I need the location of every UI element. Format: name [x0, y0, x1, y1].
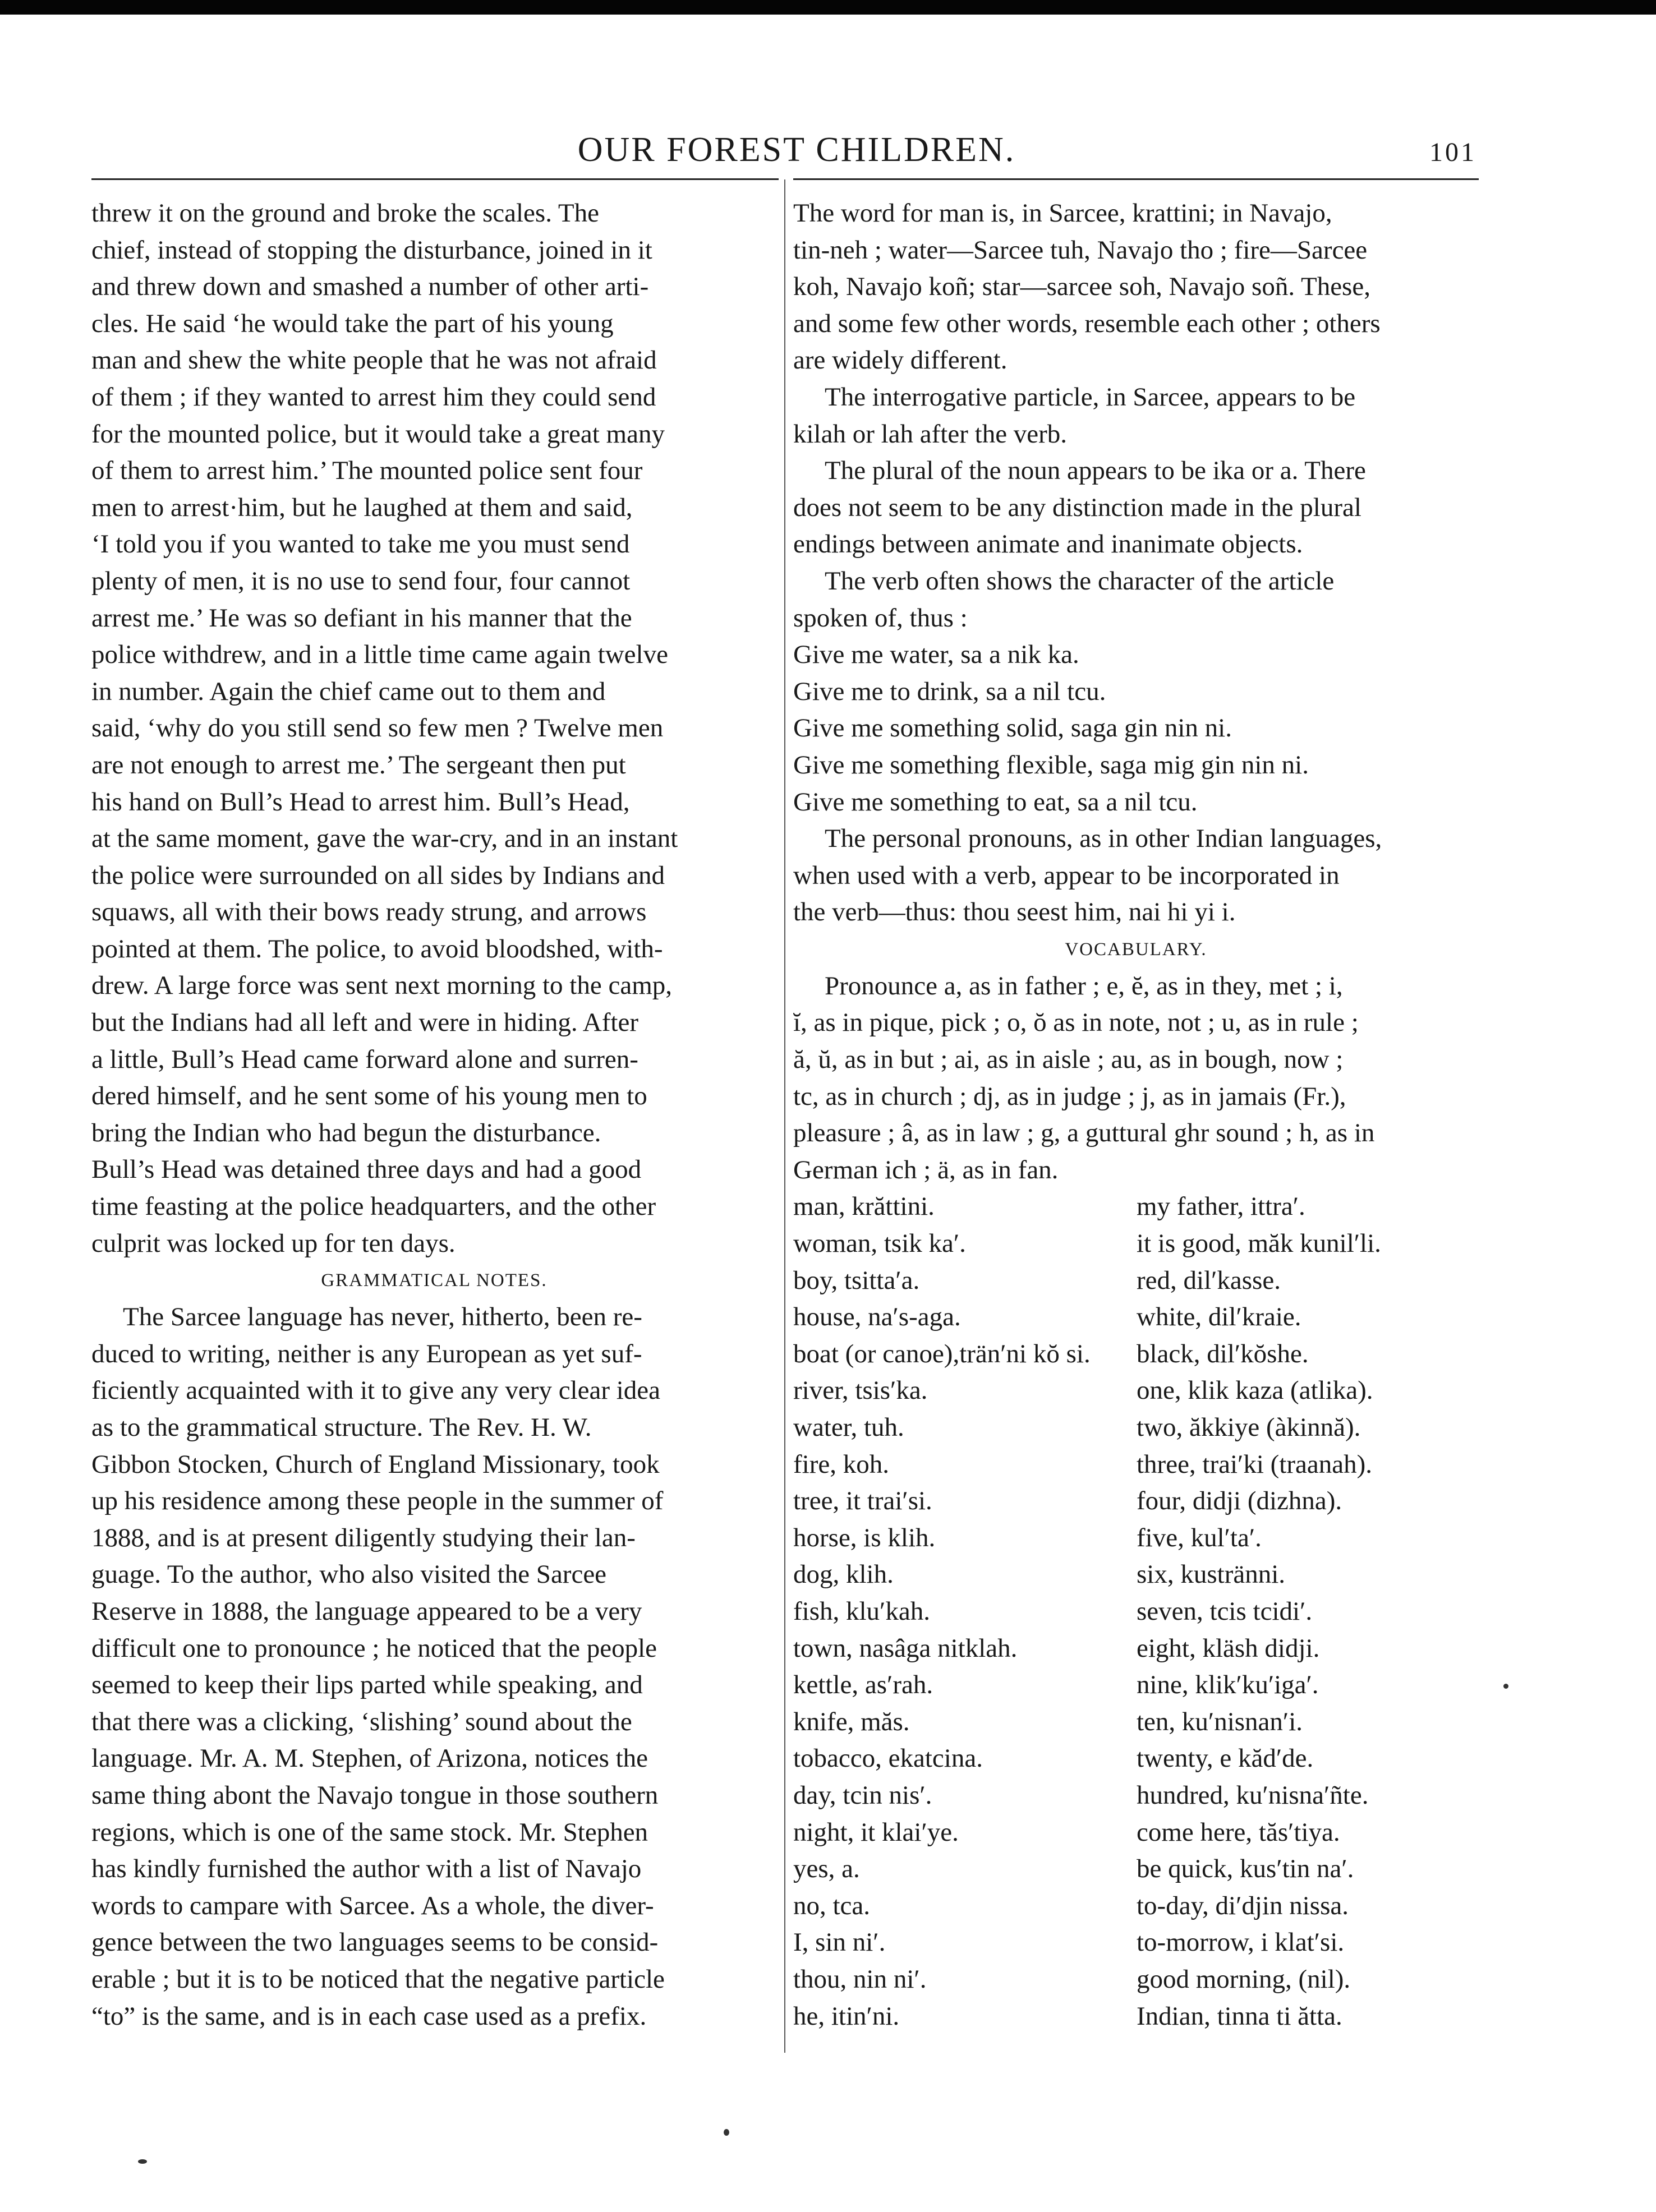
text-line: same thing abont the Navajo tongue in those southern [91, 1780, 659, 1810]
scan-speck [724, 2129, 729, 2136]
vocabulary-entry: he, itin′ni. [793, 2001, 900, 2031]
vocabulary-entry: three, trai′ki (traanah). [1137, 1449, 1372, 1479]
vocabulary-entry: river, tsis′ka. [793, 1376, 928, 1405]
text-line: Gibbon Stocken, Church of England Missionary, took [91, 1449, 660, 1479]
text-line: pleasure ; â, as in law ; g, a guttural ghr sound ; h, as in [793, 1118, 1375, 1148]
vocabulary-entry: thou, nin ni′. [793, 1964, 927, 1994]
text-line: and some few other words, resemble each other ; others [793, 308, 1381, 338]
vocabulary-entry: red, dil′kasse. [1137, 1265, 1281, 1295]
vocabulary-entry: hundred, ku′nisna′ñte. [1137, 1780, 1369, 1810]
text-line: his hand on Bull’s Head to arrest him. Bull’s Head, [91, 787, 630, 817]
text-line: drew. A large force was sent next morning to the camp, [91, 971, 673, 1001]
example-list [793, 637, 1479, 821]
text-line: bring the Indian who had begun the disturbance. [91, 1118, 601, 1148]
example-line: Give me something solid, saga gin nin ni. [793, 713, 1232, 743]
text-line: The interrogative particle, in Sarcee, appears to be [825, 382, 1356, 412]
text-line: ‘I told you if you wanted to take me you must send [91, 529, 630, 559]
text-line: but the Indians had all left and were in hiding. After [91, 1008, 638, 1038]
text-line: tin-neh ; water—Sarcee tuh, Navajo tho ; fire—Sarcee [793, 235, 1368, 265]
section-heading-vocabulary: VOCABULARY. [1065, 939, 1207, 960]
text-line: police withdrew, and in a little time came again twelve [91, 640, 668, 670]
text-line: said, ‘why do you still send so few men ? Twelve men [91, 713, 664, 743]
text-line: pointed at them. The police, to avoid bloodshed, with- [91, 934, 663, 964]
vocabulary-entry: no, tca. [793, 1891, 871, 1920]
vocabulary-entry: to-morrow, i klat′si. [1137, 1928, 1345, 1957]
text-line: the police were surrounded on all sides by Indians and [91, 860, 665, 890]
example-line: Give me something flexible, saga mig gin nin ni. [793, 750, 1309, 780]
text-line: “to” is the same, and is in each case used as a prefix. [91, 2001, 647, 2031]
vocabulary-entry: four, didji (dizhna). [1137, 1486, 1342, 1516]
text-line: seemed to keep their lips parted while speaking, and [91, 1670, 643, 1700]
vocabulary-entry: come here, tăs′tiya. [1137, 1817, 1340, 1847]
text-line: words to campare with Sarcee. As a whole, the diver- [91, 1891, 654, 1920]
text-line: The word for man is, in Sarcee, krattini; in Navajo, [793, 199, 1332, 228]
example-line: Give me something to eat, sa a nil tcu. [793, 787, 1198, 817]
scan-top-border [0, 0, 1656, 15]
text-line: Pronounce a, as in father ; e, ĕ, as in they, met ; i, [825, 971, 1343, 1001]
text-line: difficult one to pronounce ; he noticed that the people [91, 1633, 657, 1663]
text-line: koh, Navajo koñ; star—sarcee soh, Navajo soñ. These, [793, 272, 1370, 302]
text-line: spoken of, thus : [793, 603, 968, 633]
pronunciation-paragraph [793, 968, 1479, 1189]
vocabulary-entry: water, tuh. [793, 1413, 904, 1442]
text-line: men to arrest·him, but he laughed at them and said, [91, 492, 633, 522]
text-line: plenty of men, it is no use to send four, four cannot [91, 566, 631, 596]
vocabulary-entry: house, na′s-aga. [793, 1302, 961, 1332]
text-line: are not enough to arrest me.’ The sergeant then put [91, 750, 626, 780]
vocabulary-entry: fish, klu′kah. [793, 1596, 930, 1626]
text-line: gence between the two languages seems to be consid- [91, 1928, 659, 1957]
example-line: Give me to drink, sa a nil tcu. [793, 676, 1106, 706]
vocabulary-entry: two, ăkkiye (àkinnă). [1137, 1413, 1361, 1442]
vocabulary-entry: nine, klik′ku′iga′. [1137, 1670, 1319, 1700]
text-line: culprit was locked up for ten days. [91, 1228, 456, 1258]
text-line: up his residence among these people in the summer of [91, 1486, 664, 1516]
vocabulary-entry: ten, ku′nisnan′i. [1137, 1707, 1303, 1736]
vocabulary-entry: horse, is klih. [793, 1523, 936, 1552]
right-column [793, 195, 1479, 2035]
narrative-paragraph [91, 195, 777, 1262]
running-header-title: OUR FOREST CHILDREN. [577, 131, 1016, 169]
text-line: The verb often shows the character of the article [825, 566, 1335, 596]
text-line: of them to arrest him.’ The mounted police sent four [91, 456, 643, 486]
vocabulary-entry: man, krăttini. [793, 1192, 935, 1222]
vocabulary-entry: night, it klai′ye. [793, 1817, 959, 1847]
plural-paragraph [793, 453, 1479, 563]
vocabulary-entry: boy, tsitta′a. [793, 1265, 920, 1295]
left-column [91, 195, 777, 2035]
text-line: The personal pronouns, as in other Indian languages, [825, 824, 1382, 854]
text-line: endings between animate and inanimate objects. [793, 529, 1303, 559]
text-line: as to the grammatical structure. The Rev. H. W. [91, 1413, 592, 1442]
vocabulary-right-list [1137, 1188, 1479, 2035]
text-line: guage. To the author, who also visited the Sarcee [91, 1560, 607, 1589]
vocabulary-entry: boat (or canoe),trän′ni kŏ si. [793, 1339, 1091, 1368]
vocabulary-entry: I, sin ni′. [793, 1928, 886, 1957]
text-line: does not seem to be any distinction made in the plural [793, 492, 1361, 522]
pronoun-paragraph [793, 821, 1479, 931]
interrogative-paragraph [793, 379, 1479, 453]
vocabulary-entry: woman, tsik ka′. [793, 1229, 966, 1259]
vocabulary-entry: day, tcin nis′. [793, 1780, 932, 1810]
vocabulary-entry: my father, ittra′. [1137, 1192, 1305, 1222]
text-line: ĭ, as in pique, pick ; o, ŏ as in note, not ; u, as in rule ; [793, 1008, 1359, 1038]
text-line: are widely different. [793, 345, 1008, 375]
text-line: Reserve in 1888, the language appeared to be a very [91, 1596, 642, 1626]
vocabulary-entry: twenty, e kăd′de. [1137, 1744, 1314, 1773]
vocabulary-entry: tree, it trai′si. [793, 1486, 932, 1516]
verb-paragraph [793, 563, 1479, 637]
page-number: 101 [1429, 137, 1476, 167]
vocabulary-entry: one, klik kaza (atlika). [1137, 1376, 1373, 1405]
text-line: the verb—thus: thou seest him, nai hi yi i. [793, 897, 1236, 927]
text-line: erable ; but it is to be noticed that the negative particle [91, 1964, 665, 1994]
vocabulary-entry: to-day, di′djin nissa. [1137, 1891, 1349, 1920]
text-line: when used with a verb, appear to be incorporated in [793, 860, 1340, 890]
vocabulary-entry: good morning, (nil). [1137, 1964, 1351, 1994]
text-line: ficiently acquainted with it to give any very clear idea [91, 1376, 661, 1405]
vocabulary-entry: be quick, kus′tin na′. [1137, 1854, 1354, 1884]
text-line: of them ; if they wanted to arrest him they could send [91, 382, 656, 412]
vocabulary-entry: black, dil′kŏshe. [1137, 1339, 1309, 1368]
vocabulary-entry: white, dil′kraie. [1137, 1302, 1301, 1332]
text-line: cles. He said ‘he would take the part of his young [91, 308, 614, 338]
text-line: that there was a clicking, ‘slishing’ sound about the [91, 1707, 632, 1736]
section-heading-grammatical-notes: GRAMMATICAL NOTES. [321, 1270, 548, 1291]
vocabulary-entry: eight, kläsh didji. [1137, 1633, 1320, 1663]
text-line: tc, as in church ; dj, as in judge ; j, as in jamais (Fr.), [793, 1081, 1346, 1111]
vocabulary-left-list [793, 1188, 1137, 2035]
text-line: time feasting at the police headquarters, and the other [91, 1192, 656, 1222]
vocabulary-entry: it is good, măk kunil′li. [1137, 1229, 1381, 1259]
text-line: and threw down and smashed a number of other arti- [91, 272, 649, 302]
scan-speck [138, 2159, 147, 2164]
text-line: German ich ; ä, as in fan. [793, 1155, 1059, 1185]
text-line: ă, ŭ, as in but ; ai, as in aisle ; au, as in bough, now ; [793, 1045, 1344, 1075]
vocabulary-entry: tobacco, ekatcina. [793, 1744, 983, 1773]
vocabulary-entry: seven, tcis tcidi′. [1137, 1596, 1313, 1626]
text-line: has kindly furnished the author with a list of Navajo [91, 1854, 642, 1884]
text-line: 1888, and is at present diligently studying their lan- [91, 1523, 636, 1552]
vocabulary-entry: town, nasâga nitklah. [793, 1633, 1018, 1663]
text-line: threw it on the ground and broke the scales. The [91, 199, 599, 228]
text-line: Bull’s Head was detained three days and had a good [91, 1155, 642, 1185]
text-line: man and shew the white people that he was not afraid [91, 345, 657, 375]
text-line: duced to writing, neither is any European as yet suf- [91, 1339, 642, 1368]
text-line: The plural of the noun appears to be ika or a. There [825, 456, 1366, 486]
text-line: for the mounted police, but it would take a great many [91, 419, 665, 449]
vocabulary-table [793, 1188, 1479, 2035]
vocabulary-entry: six, kustränni. [1137, 1560, 1286, 1589]
text-line: regions, which is one of the same stock. Mr. Stephen [91, 1817, 648, 1847]
text-line: kilah or lah after the verb. [793, 419, 1068, 449]
text-line: chief, instead of stopping the disturbance, joined in it [91, 235, 652, 265]
text-line: in number. Again the chief came out to them and [91, 676, 606, 706]
vocabulary-entry: kettle, as′rah. [793, 1670, 933, 1700]
column-divider [784, 179, 785, 2053]
text-line: squaws, all with their bows ready strung, and arrows [91, 897, 647, 927]
scan-speck [1503, 1684, 1508, 1689]
header-rule-right [793, 178, 1479, 180]
text-line: arrest me.’ He was so defiant in his manner that the [91, 603, 632, 633]
vocabulary-entry: fire, koh. [793, 1449, 889, 1479]
example-line: Give me water, sa a nik ka. [793, 640, 1079, 670]
header-rule-left [91, 178, 779, 180]
text-line: dered himself, and he sent some of his young men to [91, 1081, 647, 1111]
grammatical-notes-paragraph [91, 1299, 777, 2035]
vocabulary-entry: knife, măs. [793, 1707, 910, 1736]
text-line: at the same moment, gave the war-cry, and in an instant [91, 824, 678, 854]
text-line: a little, Bull’s Head came forward alone and surren- [91, 1044, 638, 1074]
vocabulary-entry: dog, klih. [793, 1560, 894, 1589]
text-line: language. Mr. A. M. Stephen, of Arizona, notices the [91, 1744, 648, 1773]
vocabulary-entry: yes, a. [793, 1854, 860, 1884]
word-comparison-paragraph [793, 195, 1479, 379]
vocabulary-entry: five, kul′ta′. [1137, 1523, 1262, 1552]
vocabulary-entry: Indian, tinna ti ătta. [1137, 2001, 1342, 2031]
text-line: The Sarcee language has never, hitherto, been re- [123, 1302, 642, 1332]
